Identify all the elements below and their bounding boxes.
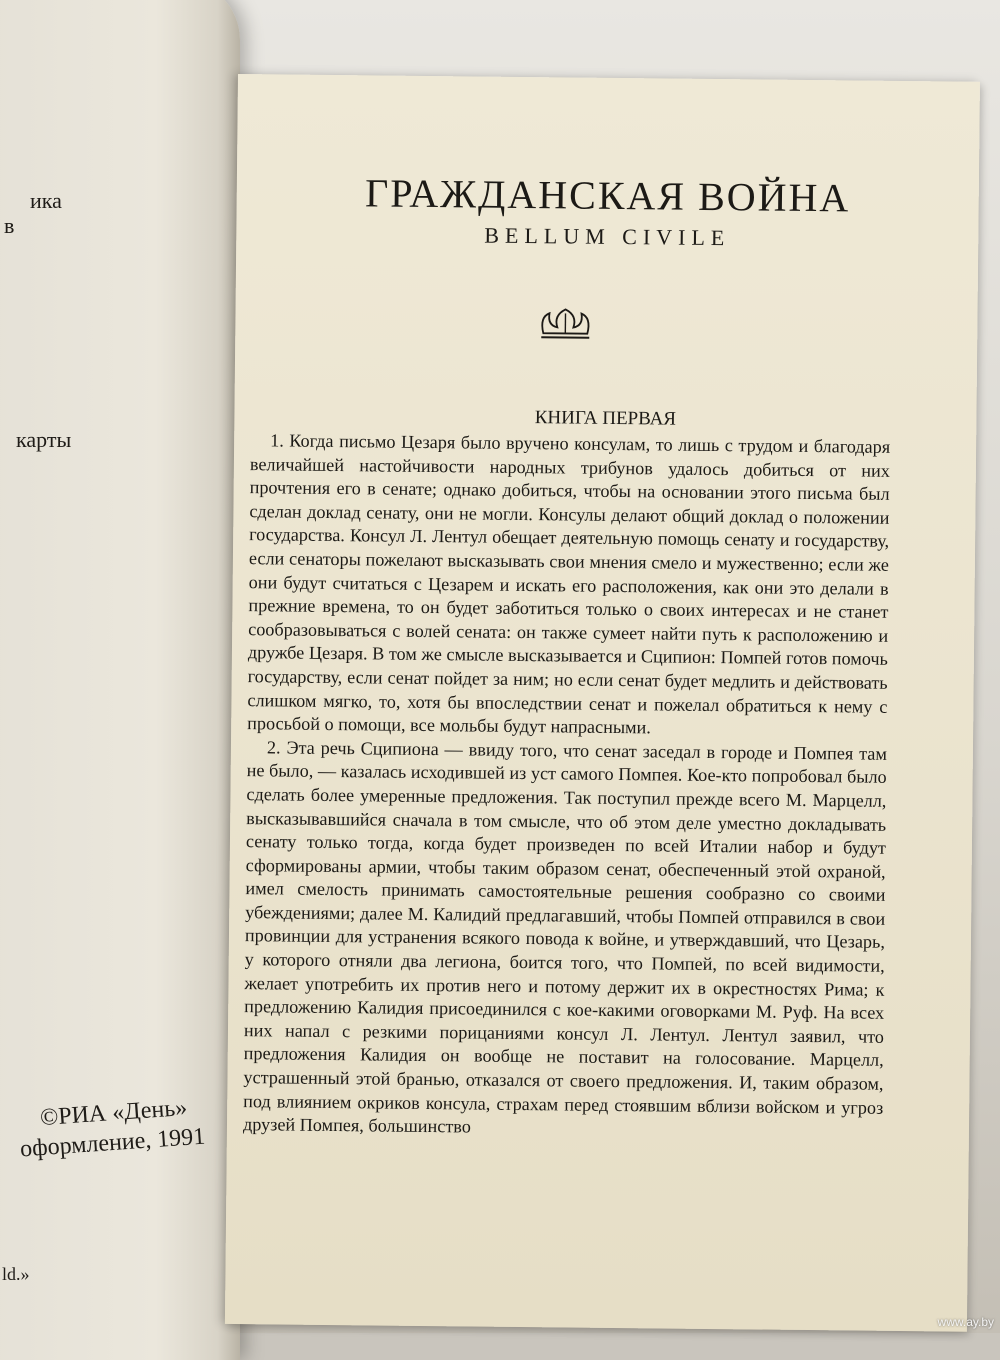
body-text [243, 429, 890, 1143]
paragraph-1: 1. Когда письмо Цезаря было вручено консулам, то лишь с трудом и благодаря величайшей настойчивости народных трибунов удалось добиться от них прочтения его в сенате; однако добиться, чтобы на основании этого письма был сделан доклад сенату, они не могли. Консулы делают общий доклад о положении государства. Консул Л. Лентул обещает деятельную помощь сенату и государству, если сенаторы пожелают высказывать свои мнения смело и мужественно; если же они будут считаться с Цезарем и искать его расположения, как они это делали в прежние времена, то он будет заботиться только о своих интересах и не станет сообразовываться с волей сената: он также сумеет найти путь к расположению и дружбе Цезаря. В том же смысле высказывается и Сципион: Помпей готов помочь государству, если сенат пойдет за ним; но если сенат будет медлить и действовать слишком мягко, то, хотя бы впоследствии сенат и пожелал обратиться к нему с просьбой о помощи, все мольбы будут напрасными. [247, 430, 891, 738]
chapter-title: ГРАЖДАНСКАЯ ВОЙНА [364, 170, 851, 221]
right-page [225, 74, 980, 1332]
book-heading: КНИГА ПЕРВАЯ [534, 407, 677, 430]
left-fragment-design: оформление, 1991 [19, 1123, 206, 1163]
left-fragment-bottom: ld.» [2, 1264, 30, 1284]
paragraph-2: 2. Эта речь Сципиона — ввиду того, что сенат заседал в городе и Помпея там не было, — казалась исходившей из уст самого Помпея. Кое-кто попробовал было сделать более умеренные предложения. Так поступил прежде всего М. Марцелл, высказывавшийся сначала в том смысле, что об этом деле уместно докладывать сенату только тогда, когда будет произведен по всей Италии набор и будут сформированы армии, чтобы таким образом сенат, обеспеченный этой охраной, имел смелость принимать самостоятельные решения сообразно со своими убеждениями; далее М. Калидий предлагавший, чтобы Помпей отправился в свои провинции для устранения всякого повода к войне, и утверждавший, что Цезарь, у которого отняли два легиона, боится того, что Помпей, по всей видимости, желает употребить их против него и потому держит их в окрестностях Рима; к предложению Калидия присоединился с кое-какими оговорками М. Руф. На всех них напал с резкими порицаниями консул Л. Лентул. Лентул заявил, что предложения Калидия он вообще не поставит на голосование. Марцелл, устрашенный этой бранью, отказался от своего предложения. И, таким образом, под влиянием окриков консула, страхам перед стоявшим вблизи войском и угроз друзей Помпея, большинство [242, 737, 888, 1137]
left-fragment-3: карты [16, 427, 72, 452]
left-fragment-2: в [4, 213, 15, 238]
left-fragment-1: ика [30, 188, 62, 213]
watermark: www.ay.by [937, 1315, 994, 1329]
left-fragment-copyright: ©РИА «День» [39, 1094, 189, 1132]
chapter-subtitle: BELLUM CIVILE [484, 222, 731, 251]
fleuron-ornament-icon [535, 303, 595, 344]
